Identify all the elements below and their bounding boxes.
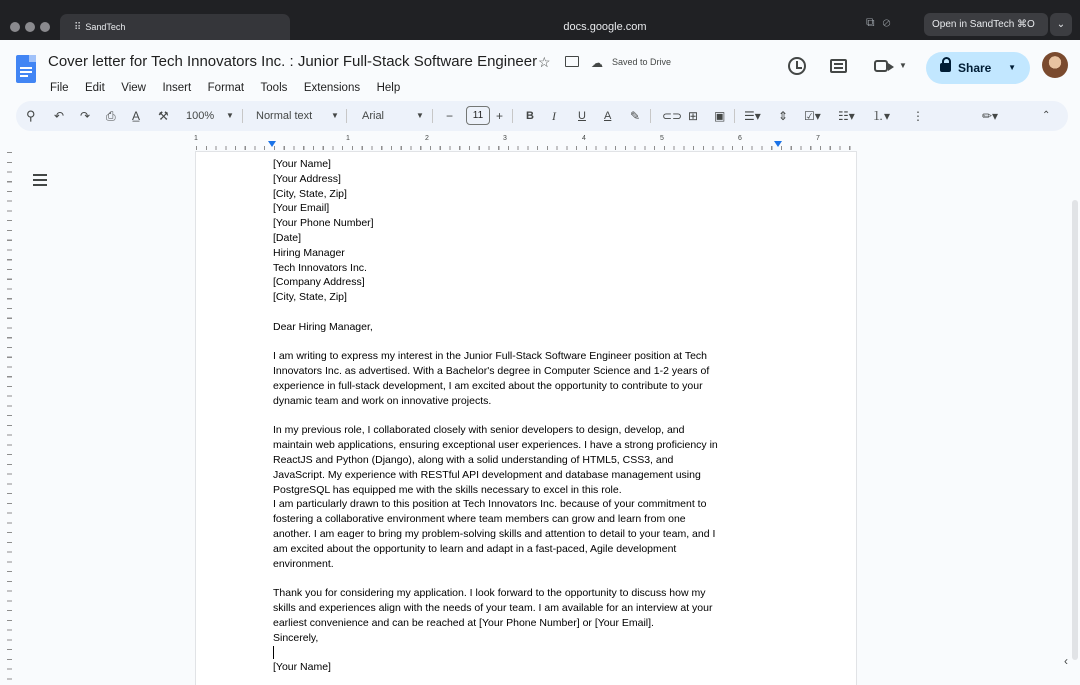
- document-line: [Your Address]: [273, 172, 341, 185]
- meet-icon[interactable]: [874, 60, 888, 72]
- document-line: [Your Name]: [273, 158, 331, 170]
- formatting-toolbar: [16, 101, 1068, 131]
- document-line: In my previous role, I collaborated closely with senior developers to design, develop, and: [273, 424, 685, 437]
- checklist-icon[interactable]: ☑▾: [804, 109, 821, 123]
- open-in-app-button[interactable]: Open in SandTech ⌘O: [924, 13, 1048, 36]
- document-line: experience in full-stack development, I am excited about the opportunity to contribute to your: [273, 379, 703, 392]
- text-color-button[interactable]: A: [604, 110, 612, 122]
- ruler-label: 2: [425, 135, 429, 142]
- document-line: dynamic team and work on innovative projects.: [273, 394, 492, 407]
- undo-icon[interactable]: ↶: [54, 109, 65, 123]
- paragraph-style-select[interactable]: Normal text: [256, 110, 313, 122]
- document-line: maintain web applications, ensuring exceptional user experiences. I have a strong proficiency in: [273, 439, 718, 452]
- left-indent-marker[interactable]: [268, 141, 276, 147]
- more-options-icon[interactable]: ⋮: [912, 109, 924, 123]
- chevron-down-icon[interactable]: ▼: [899, 61, 907, 70]
- chevron-left-icon[interactable]: ‹: [1064, 654, 1068, 668]
- document-line: [City, State, Zip]: [273, 291, 347, 304]
- ruler-ticks: [196, 146, 856, 150]
- underline-button[interactable]: U: [578, 110, 586, 122]
- ruler-label: 7: [816, 135, 820, 142]
- insert-image-icon[interactable]: ▣: [714, 109, 726, 123]
- window-close-button[interactable]: [10, 22, 20, 32]
- lock-icon: [940, 63, 951, 72]
- document-line: JavaScript. My experience with RESTful API development and database management using: [273, 468, 701, 481]
- ruler-label: 4: [582, 135, 586, 142]
- numbered-list-icon[interactable]: ⒈▾: [872, 109, 891, 123]
- document-line: I am particularly drawn to this position at Tech Innovators Inc. because of your commitment to: [273, 498, 707, 511]
- search-icon[interactable]: ⚲: [26, 108, 36, 123]
- chevron-down-icon: ▼: [226, 111, 234, 120]
- document-line: Sincerely,: [273, 631, 319, 644]
- document-line: I am writing to express my interest in the Junior Full-Stack Software Engineer position at Tech: [273, 350, 708, 363]
- blank-line: [273, 305, 783, 320]
- vertical-scrollbar[interactable]: [1072, 200, 1078, 660]
- cloud-saved-icon: ☁: [591, 56, 603, 70]
- history-icon[interactable]: [788, 57, 806, 75]
- save-status: Saved to Drive: [612, 57, 672, 67]
- share-label: Share: [958, 61, 992, 75]
- zoom-select[interactable]: 100%: [186, 110, 215, 122]
- vertical-ruler[interactable]: [0, 152, 12, 685]
- link-icon[interactable]: ⊂⊃: [662, 109, 683, 123]
- decrease-font-size-button[interactable]: −: [446, 109, 454, 123]
- document-line: Dear Hiring Manager,: [273, 320, 373, 333]
- horizontal-ruler[interactable]: [196, 136, 856, 152]
- document-line: [Your Phone Number]: [273, 217, 374, 230]
- document-line: skills and experiences align with the needs of your team. I am available for an interview at your: [273, 601, 713, 614]
- font-size-input[interactable]: 11: [466, 106, 490, 125]
- tab-grid-icon: ⠿: [74, 22, 82, 33]
- menu-help[interactable]: Help: [376, 82, 401, 94]
- document-line: ReactJS and Python (Django), along with a solid understanding of HTML5, CSS3, and: [273, 453, 674, 466]
- increase-font-size-button[interactable]: +: [496, 109, 504, 123]
- print-icon[interactable]: ⎙: [106, 109, 116, 123]
- ruler-label: 5: [660, 135, 664, 142]
- document-line: [Date]: [273, 231, 302, 244]
- align-icon[interactable]: ☰▾: [744, 109, 761, 123]
- add-comment-icon[interactable]: ⊞: [688, 109, 699, 123]
- italic-button[interactable]: I: [552, 109, 556, 123]
- window-minimize-button[interactable]: [25, 22, 35, 32]
- comment-icon[interactable]: [830, 59, 847, 73]
- reader-icon[interactable]: ⧉: [866, 15, 883, 29]
- font-select[interactable]: Arial: [362, 110, 385, 122]
- menu-bar: [50, 78, 412, 94]
- document-line: another. I am eager to bring my problem-solving skills and attention to detail to your team, and I: [273, 527, 716, 540]
- menu-view[interactable]: View: [121, 82, 146, 94]
- browser-extension-icons: [866, 15, 898, 30]
- blank-line: [273, 335, 783, 350]
- document-line: fostering a collaborative environment where team members can grow and learn from one: [273, 513, 686, 526]
- star-icon[interactable]: ☆: [538, 54, 551, 70]
- document-title[interactable]: Cover letter for Tech Innovators Inc. : Junior Full-Stack Software Engineer: [48, 53, 538, 70]
- bulleted-list-icon[interactable]: ☷▾: [838, 109, 855, 123]
- menu-format[interactable]: Format: [207, 82, 245, 94]
- text-cursor: [273, 646, 274, 659]
- chevron-down-icon: ⌄: [1056, 19, 1066, 30]
- open-in-dropdown-button[interactable]: [1050, 13, 1072, 36]
- editing-mode-icon[interactable]: ✏▾: [982, 109, 999, 123]
- document-line: [Your Email]: [273, 202, 330, 215]
- document-line: [City, State, Zip]: [273, 187, 347, 200]
- document-line: Thank you for considering my application. I look forward to the opportunity to discuss how my: [273, 587, 706, 600]
- blank-line: [273, 571, 783, 586]
- document-body[interactable]: [273, 157, 783, 675]
- menu-file[interactable]: File: [50, 82, 69, 94]
- collapse-menus-icon[interactable]: ⌃: [1042, 110, 1051, 121]
- bold-button[interactable]: B: [526, 110, 534, 122]
- window-zoom-button[interactable]: [40, 22, 50, 32]
- menu-edit[interactable]: Edit: [84, 82, 105, 94]
- link-icon[interactable]: ⊘: [882, 15, 899, 29]
- line-spacing-icon[interactable]: ⇕: [778, 109, 789, 123]
- menu-insert[interactable]: Insert: [162, 82, 192, 94]
- ruler-label: 6: [738, 135, 742, 142]
- document-line: Hiring Manager: [273, 246, 345, 259]
- document-line: PostgreSQL has equipped me with the skills necessary to excel in this role.: [273, 483, 622, 496]
- highlight-pen-icon[interactable]: ✎: [630, 109, 641, 123]
- move-folder-icon[interactable]: [565, 56, 579, 67]
- spellcheck-icon[interactable]: A̲: [132, 109, 141, 123]
- address-bar[interactable]: docs.google.com: [563, 21, 647, 33]
- right-indent-marker[interactable]: [774, 141, 782, 147]
- blank-line: [273, 645, 783, 660]
- ruler-label: 1: [346, 135, 350, 142]
- menu-extensions[interactable]: Extensions: [303, 82, 361, 94]
- share-button[interactable]: [926, 52, 1030, 84]
- avatar[interactable]: [1042, 52, 1068, 78]
- document-line: Tech Innovators Inc.: [273, 261, 367, 274]
- paint-format-icon[interactable]: ⚒: [158, 109, 169, 123]
- document-line: environment.: [273, 557, 334, 570]
- document-line: am excited about the opportunity to learn and adapt in a fast-paced, Agile development: [273, 542, 677, 555]
- document-page[interactable]: [196, 152, 856, 685]
- chevron-down-icon[interactable]: ▼: [1008, 63, 1016, 72]
- browser-tab[interactable]: [60, 14, 290, 40]
- document-line: earliest convenience and can be reached at [Your Phone Number] or [Your Email].: [273, 616, 654, 629]
- outline-icon[interactable]: [33, 173, 47, 187]
- docs-logo-icon[interactable]: [16, 55, 36, 83]
- redo-icon[interactable]: ↷: [80, 109, 91, 123]
- document-line: Innovators Inc. as advertised. With a Bachelor's degree in Computer Science and 1-2 years of: [273, 365, 710, 378]
- browser-tab-label: SandTech: [85, 22, 126, 32]
- document-line: [Company Address]: [273, 276, 365, 289]
- chevron-down-icon: ▼: [331, 111, 339, 120]
- menu-tools[interactable]: Tools: [260, 82, 288, 94]
- blank-line: [273, 409, 783, 424]
- ruler-label: 1: [194, 135, 198, 142]
- browser-titlebar: [0, 0, 1080, 40]
- ruler-label: 3: [503, 135, 507, 142]
- document-line: [Your Name]: [273, 661, 331, 674]
- chevron-down-icon: ▼: [416, 111, 424, 120]
